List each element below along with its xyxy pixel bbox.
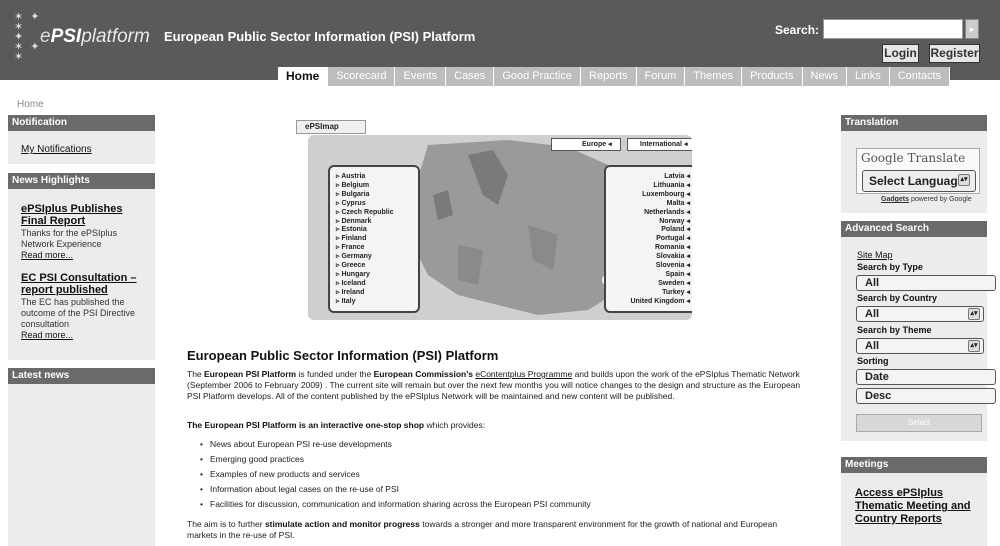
site-title: European Public Sector Information (PSI) Platform	[164, 29, 476, 44]
search-label: Search:	[775, 23, 820, 37]
sort-order-select[interactable]: Desc	[856, 388, 996, 404]
country-link[interactable]: ▹ Estonia	[336, 226, 367, 234]
tab-products[interactable]: Products	[742, 67, 802, 86]
intro-paragraph: The European PSI Platform is funded under the European Commission's eContentplus Programme and builds upon the work of the ePSIplus Thematic Network (September 2006 to February 2009) . The current site will remain but over the next few months you will notice changes to the design and structure as the European PSI Platform develops. All of the content published by the ePSIplus Network will be maintained and new content will be published.	[187, 369, 801, 401]
advanced-search-header: Advanced Search	[841, 221, 987, 237]
main-nav	[278, 67, 950, 86]
country-link[interactable]: ▹ Czech Republic	[336, 208, 394, 216]
read-more-link[interactable]: Read more...	[21, 250, 74, 260]
country-link[interactable]: Lithuania ◂	[653, 181, 690, 189]
list-item: • Information about legal cases on the re-use of PSI	[200, 482, 591, 497]
gadgets-caption: Gadgets powered by Google	[881, 196, 972, 203]
search-by-type-select[interactable]: All	[856, 275, 996, 291]
tab-contacts[interactable]: Contacts	[890, 67, 950, 86]
tab-reports[interactable]: Reports	[581, 67, 637, 86]
news-highlights-header: News Highlights	[8, 173, 155, 189]
tab-events[interactable]: Events	[395, 67, 446, 86]
register-button[interactable]: Register	[929, 44, 980, 63]
country-list-left	[328, 165, 420, 313]
select-arrows-icon: ▴▾	[968, 308, 980, 320]
search-by-country-label: Search by Country	[857, 293, 938, 303]
site-map-link[interactable]: Site Map	[857, 250, 893, 260]
tab-scorecard[interactable]: Scorecard	[328, 67, 395, 86]
country-link[interactable]: Portugal ◂	[656, 235, 690, 243]
country-link[interactable]: ▹ Finland	[336, 235, 367, 243]
country-link[interactable]: Poland ◂	[661, 226, 690, 234]
country-link[interactable]: Norway ◂	[659, 217, 690, 225]
search-go-button[interactable]: ▸	[965, 19, 979, 39]
country-link[interactable]: ▹ Cyprus	[336, 199, 366, 207]
news-text: Thanks for the ePSIplus Network Experience	[21, 228, 118, 249]
provides-paragraph: The European PSI Platform is an interactive one-stop shop which provides:	[187, 420, 486, 430]
sorting-label: Sorting	[857, 356, 889, 366]
translation-header: Translation	[841, 115, 987, 131]
map-tab-europe[interactable]: Europe ◂	[551, 138, 621, 151]
search-input[interactable]	[823, 19, 963, 39]
country-link[interactable]: Romania ◂	[654, 244, 690, 252]
map-tab-international[interactable]: International ◂	[627, 138, 692, 151]
list-item: • News about European PSI re-use developments	[200, 437, 591, 452]
country-link[interactable]: ▹ France	[336, 244, 365, 252]
gadgets-link[interactable]: Gadgets	[881, 196, 910, 203]
search-by-type-label: Search by Type	[857, 262, 923, 272]
tab-forum[interactable]: Forum	[637, 67, 686, 86]
tab-cases[interactable]: Cases	[446, 67, 494, 86]
news-title-link[interactable]: ePSIplus Publishes Final Report	[21, 203, 123, 227]
search-by-theme-select[interactable]: All ▴▾	[856, 338, 984, 354]
epsiplatform-logo[interactable]: ✶ ✦ ✶ ✦ ✶ ✦ ✶ ePSIplatform	[14, 11, 150, 63]
breadcrumb[interactable]: Home	[17, 99, 44, 110]
search-by-country-select[interactable]: All ▴▾	[856, 306, 984, 322]
my-notifications-link[interactable]: My Notifications	[21, 144, 92, 155]
list-item: • Emerging good practices	[200, 452, 591, 467]
country-link[interactable]: Latvia ◂	[664, 173, 690, 180]
tab-good-practice[interactable]: Good Practice	[494, 67, 581, 86]
country-link[interactable]: ▹ Bulgaria	[336, 190, 370, 198]
country-link[interactable]: ▹ Ireland	[336, 288, 365, 296]
epsi-map	[296, 116, 692, 320]
news-item	[21, 272, 151, 341]
country-link[interactable]: United Kingdom ◂	[630, 297, 690, 305]
language-select[interactable]: Select Languag ▴▾	[862, 170, 976, 192]
country-link[interactable]: ▹ Belgium	[336, 181, 370, 189]
latest-news-box	[8, 384, 155, 546]
google-translate-widget	[856, 148, 980, 194]
news-item	[21, 203, 151, 261]
country-link[interactable]: ▹ Denmark	[336, 217, 372, 225]
page-title: European Public Sector Information (PSI) Platform	[187, 348, 499, 363]
country-list-right	[604, 165, 692, 313]
country-link[interactable]: ▹ Austria	[336, 173, 366, 180]
eu-stars-icon: ✶ ✦ ✶ ✦ ✶ ✦ ✶	[14, 11, 46, 63]
country-link[interactable]: Malta ◂	[666, 199, 690, 207]
tab-news[interactable]: News	[803, 67, 848, 86]
tab-themes[interactable]: Themes	[685, 67, 742, 86]
sort-field-select[interactable]: Date	[856, 369, 996, 385]
latest-news-header: Latest news	[8, 368, 155, 384]
country-link[interactable]: ▹ Italy	[336, 297, 356, 305]
news-title-link[interactable]: EC PSI Consultation – report published	[21, 272, 137, 296]
country-link[interactable]: Luxembourg ◂	[642, 190, 690, 198]
country-link[interactable]: ▹ Germany	[336, 253, 372, 261]
map-title: ePSImap	[296, 120, 366, 134]
tab-links[interactable]: Links	[847, 67, 890, 86]
select-arrows-icon: ▴▾	[968, 340, 980, 352]
list-item: • Facilities for discussion, communication and information sharing across the European PSI community	[200, 497, 591, 512]
features-list	[200, 437, 591, 512]
select-arrows-icon: ▴▾	[958, 174, 970, 186]
meetings-reports-link[interactable]: Access ePSIplus Thematic Meeting and Country Reports	[855, 487, 971, 525]
notification-header: Notification	[8, 115, 155, 131]
country-link[interactable]: ▹ Hungary	[336, 270, 370, 278]
google-translate-label: Google Translate	[861, 151, 966, 165]
econtentplus-link[interactable]: eContentplus Programme	[475, 369, 573, 379]
login-button[interactable]: Login	[882, 44, 919, 63]
news-text: The EC has published the outcome of the PSI Directive consultation	[21, 297, 136, 329]
aim-paragraph: The aim is to further stimulate action and monitor progress towards a stronger and more transparent environment for the growth of national and European markets in the re-use of PSI.	[187, 519, 778, 540]
map-body[interactable]	[308, 135, 692, 320]
meetings-header: Meetings	[841, 457, 987, 473]
country-link[interactable]: Slovenia ◂	[655, 262, 690, 270]
read-more-link[interactable]: Read more...	[21, 330, 74, 340]
country-link[interactable]: Spain ◂	[665, 270, 690, 278]
list-item: • Examples of new products and services	[200, 467, 591, 482]
country-link[interactable]: ▹ Greece	[336, 262, 366, 270]
select-button[interactable]: Select	[856, 414, 982, 432]
country-link[interactable]: Slovakia ◂	[656, 253, 690, 261]
country-link[interactable]: Turkey ◂	[662, 288, 690, 296]
search-by-theme-label: Search by Theme	[857, 325, 932, 335]
tab-home[interactable]: Home	[278, 67, 328, 86]
country-link[interactable]: Sweden ◂	[658, 279, 690, 287]
country-link[interactable]: Netherlands ◂	[644, 208, 690, 216]
country-link[interactable]: ▹ Iceland	[336, 279, 366, 287]
